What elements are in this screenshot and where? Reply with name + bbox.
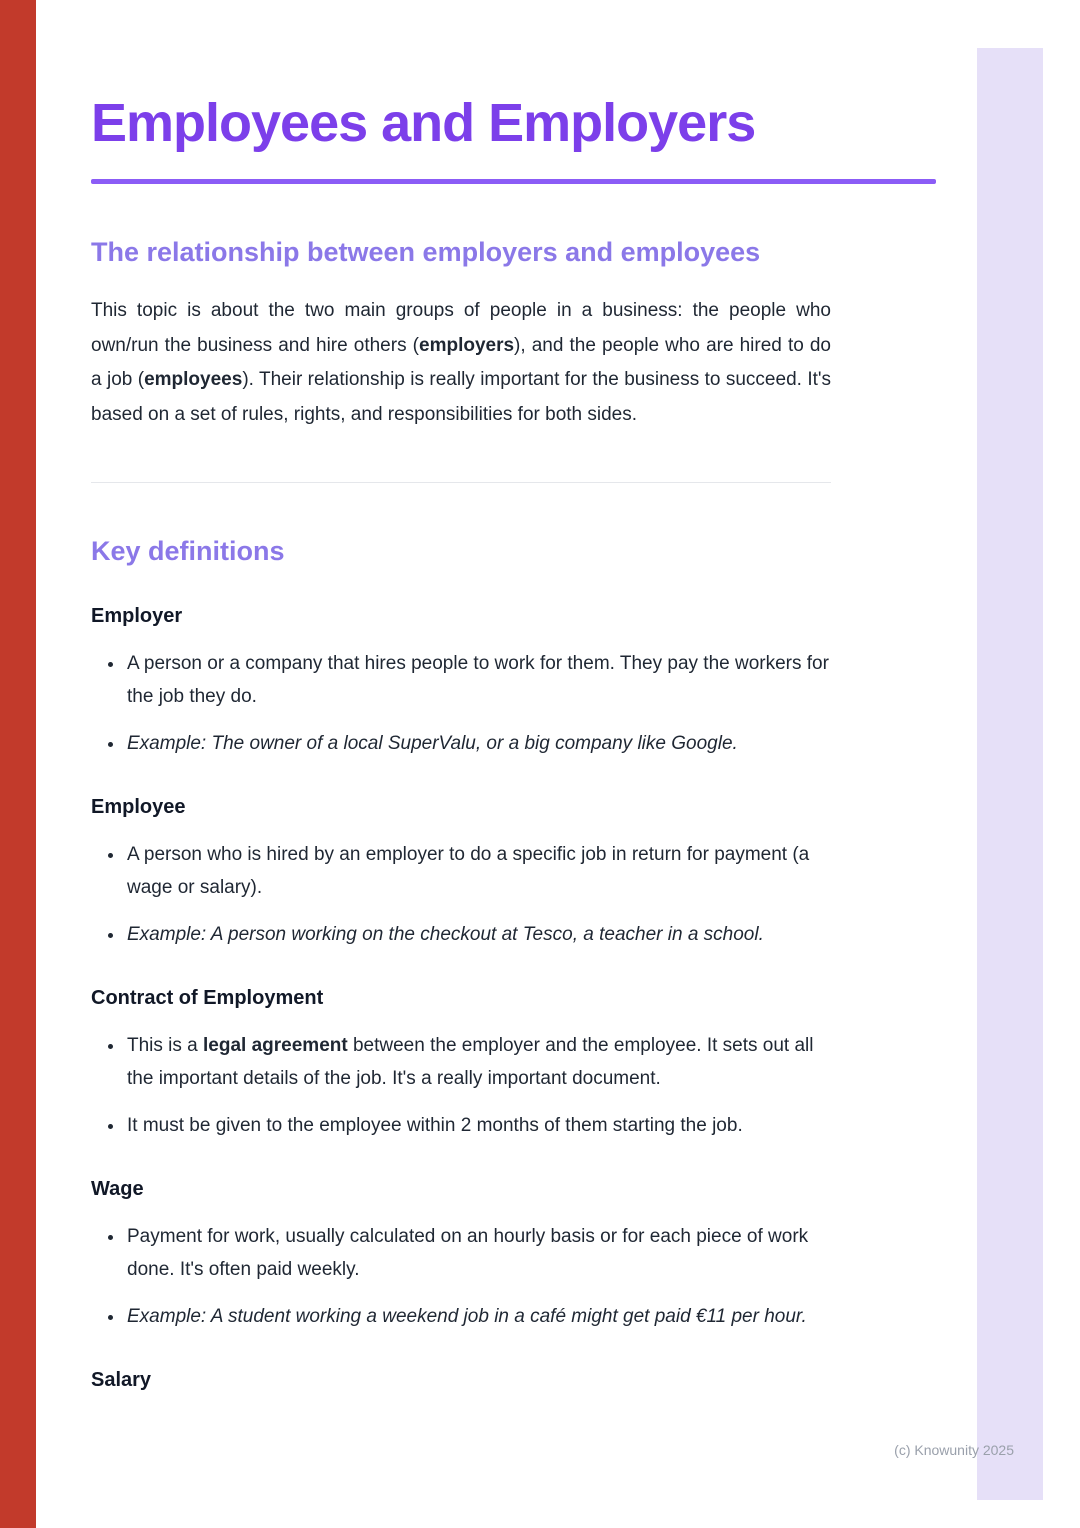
section-heading-relationship: The relationship between employers and employees (91, 237, 761, 268)
bullet-item-example (125, 919, 831, 952)
footer-copyright: (c) Knowunity 2025 (894, 1442, 1014, 1458)
bullet-item (125, 648, 831, 713)
bullet-text: A person or a company that hires people to work for them. They pay the workers for the job they do. (127, 653, 829, 707)
bullet-text: It must be given to the employee within 2 months of them starting the job. (127, 1114, 743, 1136)
term-heading-employer: Employer (91, 605, 183, 628)
bullet-list-wage (91, 1221, 831, 1333)
intro-text-1: This topic is about the two main groups of people in a business: the people who own/run the business and hire others ( (91, 300, 831, 356)
bullet-text: This is a (127, 1035, 204, 1057)
bullet-item (125, 1030, 831, 1095)
term-heading-employee: Employee (91, 796, 186, 819)
term-heading-salary: Salary (91, 1369, 152, 1392)
bullet-text: Example: The owner of a local SuperValu, or a big company like Google. (127, 732, 738, 754)
section-heading-key-definitions: Key definitions (91, 536, 285, 567)
bullet-item (125, 839, 831, 904)
section-divider (91, 482, 831, 483)
title-underline-rule (91, 179, 936, 184)
bullet-list-employer (91, 648, 831, 760)
intro-paragraph (91, 294, 831, 432)
bullet-text: Example: A person working on the checkout at Tesco, a teacher in a school. (127, 923, 764, 945)
bullet-text: between the employer and the employee. It sets out all the important details of the job. It's a really important document. (127, 1035, 814, 1089)
bullet-text: A person who is hired by an employer to do a specific job in return for payment (a wage or salary). (127, 844, 810, 898)
bullet-item (125, 1221, 831, 1286)
bullet-text: Payment for work, usually calculated on an hourly basis or for each piece of work done. It's often paid weekly. (127, 1226, 809, 1280)
bullet-bold-legal-agreement: legal agreement (203, 1035, 348, 1057)
page-title: Employees and Employers (91, 93, 756, 153)
bullet-item-example (125, 728, 831, 761)
right-accent-bar (977, 48, 1043, 1500)
intro-bold-employees: employees (144, 369, 243, 391)
bullet-list-employee (91, 839, 831, 951)
term-heading-wage: Wage (91, 1178, 144, 1201)
intro-text-3: ). Their relationship is really important for the business to succeed. It's based on a set of rules, rights, and responsibilities for both sides. (91, 369, 832, 425)
bullet-item-example (125, 1301, 831, 1334)
intro-text-2: ), and the people who are hired to do a job ( (91, 334, 831, 391)
bullet-text: Example: A student working a weekend job in a café might get paid €11 per hour. (127, 1305, 807, 1327)
document-content (91, 0, 831, 1392)
left-accent-bar (0, 0, 36, 1528)
term-heading-contract-of-employment: Contract of Employment (91, 987, 324, 1010)
bullet-item (125, 1110, 831, 1143)
intro-bold-employers: employers (419, 334, 515, 356)
bullet-list-contract (91, 1030, 831, 1142)
